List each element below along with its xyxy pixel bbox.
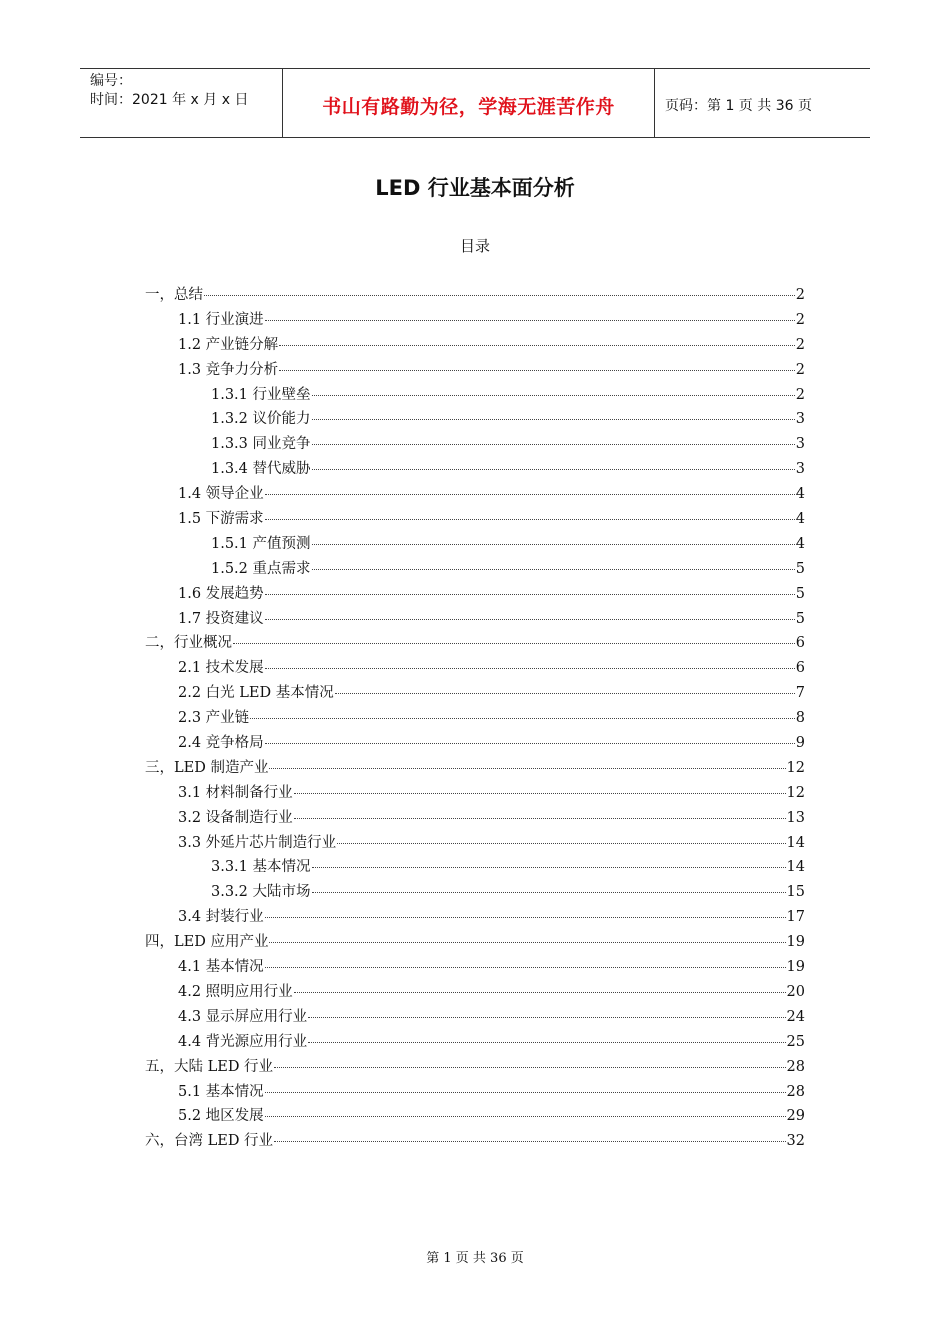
- toc-entry[interactable]: [145, 831, 805, 856]
- toc-entry-page: 6: [795, 635, 805, 652]
- toc-entry-page: 14: [786, 859, 805, 876]
- toc-entry-title: 二，行业概况: [145, 635, 232, 652]
- toc-dot-leader: [312, 469, 795, 470]
- toc-entry-title: 3.3.1 基本情况: [211, 859, 311, 876]
- toc-dot-leader: [265, 917, 786, 918]
- toc-entry[interactable]: [145, 308, 805, 333]
- toc-dot-leader: [274, 1141, 785, 1142]
- toc-dot-leader: [250, 718, 795, 719]
- toc-entry-page: 14: [786, 834, 805, 851]
- toc-dot-leader: [265, 668, 795, 669]
- toc-entry[interactable]: [145, 482, 805, 507]
- toc-dot-leader: [312, 395, 795, 396]
- toc-dot-leader: [269, 768, 785, 769]
- toc-entry-title: 3.3.2 大陆市场: [211, 884, 311, 901]
- toc-dot-leader: [312, 444, 795, 445]
- toc-entry[interactable]: [145, 582, 805, 607]
- toc-entry-title: 1.3 竞争力分析: [178, 361, 279, 378]
- toc-entry-page: 2: [795, 287, 805, 303]
- toc-dot-leader: [265, 519, 795, 520]
- toc-entry[interactable]: [145, 955, 805, 980]
- toc-entry[interactable]: [145, 457, 805, 482]
- toc-entry[interactable]: [145, 283, 805, 308]
- table-of-contents: [145, 283, 805, 1154]
- toc-entry-page: 9: [795, 735, 805, 752]
- toc-dot-leader: [265, 967, 786, 968]
- toc-entry-title: 六，台湾 LED 行业: [145, 1133, 274, 1150]
- toc-entry[interactable]: [145, 806, 805, 831]
- toc-entry-title: 2.4 竞争格局: [178, 735, 264, 752]
- toc-entry[interactable]: [145, 532, 805, 557]
- toc-entry-page: 17: [786, 909, 805, 926]
- toc-entry[interactable]: [145, 1129, 805, 1154]
- toc-entry[interactable]: [145, 731, 805, 756]
- toc-dot-leader: [312, 569, 795, 570]
- toc-dot-leader: [308, 1017, 785, 1018]
- toc-entry[interactable]: [145, 980, 805, 1005]
- toc-entry[interactable]: [145, 631, 805, 656]
- toc-entry-page: 5: [795, 610, 805, 627]
- toc-dot-leader: [265, 1092, 786, 1093]
- toc-entry-title: 5.1 基本情况: [178, 1083, 264, 1100]
- toc-entry-page: 4: [795, 486, 805, 503]
- toc-entry-title: 4.4 背光源应用行业: [178, 1033, 308, 1050]
- toc-entry[interactable]: [145, 333, 805, 358]
- toc-entry-page: 4: [795, 511, 805, 528]
- header-meta: [80, 69, 282, 137]
- page-header: [80, 68, 870, 138]
- page-footer: 第 1 页 共 36 页: [426, 1251, 524, 1266]
- number-label: 编号：: [90, 73, 132, 89]
- toc-dot-leader: [204, 295, 795, 296]
- document-title: LED 行业基本面分析: [375, 176, 575, 200]
- toc-heading: 目录: [459, 237, 490, 255]
- toc-entry-page: 19: [786, 959, 805, 976]
- toc-entry[interactable]: [145, 656, 805, 681]
- toc-entry[interactable]: [145, 358, 805, 383]
- toc-dot-leader: [312, 544, 795, 545]
- toc-entry-title: 三，LED 制造产业: [145, 759, 269, 776]
- toc-entry[interactable]: [145, 855, 805, 880]
- toc-entry[interactable]: [145, 781, 805, 806]
- toc-dot-leader: [269, 942, 785, 943]
- toc-entry-title: 1.7 投资建议: [178, 610, 264, 627]
- toc-entry-page: 28: [786, 1058, 805, 1075]
- toc-entry-title: 四，LED 应用产业: [145, 934, 269, 951]
- toc-entry-page: 12: [786, 784, 805, 801]
- toc-dot-leader: [312, 419, 795, 420]
- toc-entry-title: 3.2 设备制造行业: [178, 809, 293, 826]
- toc-entry[interactable]: [145, 607, 805, 632]
- toc-entry-page: 32: [786, 1133, 805, 1150]
- toc-dot-leader: [308, 1042, 785, 1043]
- toc-entry-title: 2.2 白光 LED 基本情况: [178, 685, 334, 702]
- toc-entry-title: 1.5.1 产值预测: [211, 535, 311, 552]
- toc-dot-leader: [265, 1116, 786, 1117]
- toc-entry-title: 1.3.4 替代威胁: [211, 461, 311, 478]
- toc-dot-leader: [294, 793, 786, 794]
- toc-dot-leader: [294, 818, 786, 819]
- toc-entry-title: 1.4 领导企业: [178, 486, 264, 503]
- toc-dot-leader: [337, 843, 785, 844]
- toc-entry-page: 5: [795, 585, 805, 602]
- toc-entry-title: 五，大陆 LED 行业: [145, 1058, 274, 1075]
- toc-entry[interactable]: [145, 1005, 805, 1030]
- toc-entry-page: 8: [795, 710, 805, 727]
- toc-entry-page: 3: [795, 411, 805, 428]
- toc-dot-leader: [265, 494, 795, 495]
- toc-entry[interactable]: [145, 432, 805, 457]
- toc-dot-leader: [279, 345, 795, 346]
- toc-dot-leader: [265, 743, 795, 744]
- toc-dot-leader: [312, 867, 786, 868]
- toc-entry-title: 1.2 产业链分解: [178, 336, 279, 353]
- toc-entry-title: 2.1 技术发展: [178, 660, 264, 677]
- toc-entry-page: 3: [795, 461, 805, 478]
- toc-entry-page: 28: [786, 1083, 805, 1100]
- toc-entry-page: 6: [795, 660, 805, 677]
- toc-entry-title: 4.3 显示屏应用行业: [178, 1008, 308, 1025]
- toc-entry-title: 一，总结: [145, 287, 203, 303]
- toc-dot-leader: [233, 643, 795, 644]
- toc-entry[interactable]: [145, 706, 805, 731]
- toc-entry[interactable]: [145, 1055, 805, 1080]
- toc-entry[interactable]: [145, 1030, 805, 1055]
- toc-entry[interactable]: [145, 507, 805, 532]
- toc-entry-page: 13: [786, 809, 805, 826]
- header-page-info: 页码：第 1 页 共 36 页: [665, 98, 812, 114]
- toc-entry[interactable]: [145, 407, 805, 432]
- toc-dot-leader: [312, 892, 786, 893]
- toc-entry-title: 4.2 照明应用行业: [178, 983, 293, 1000]
- toc-entry-page: 19: [786, 934, 805, 951]
- toc-entry-page: 29: [786, 1108, 805, 1125]
- toc-entry[interactable]: [145, 1104, 805, 1129]
- toc-entry-title: 1.3.3 同业竞争: [211, 436, 311, 453]
- toc-entry-page: 24: [786, 1008, 805, 1025]
- toc-entry-title: 4.1 基本情况: [178, 959, 264, 976]
- toc-dot-leader: [335, 693, 795, 694]
- toc-entry-page: 2: [795, 336, 805, 353]
- toc-entry[interactable]: [145, 930, 805, 955]
- toc-entry[interactable]: [145, 756, 805, 781]
- toc-entry-title: 3.1 材料制备行业: [178, 784, 293, 801]
- toc-entry-title: 1.3.1 行业壁垒: [211, 386, 311, 403]
- toc-entry-title: 1.1 行业演进: [178, 311, 264, 328]
- toc-entry-page: 20: [786, 983, 805, 1000]
- toc-entry[interactable]: [145, 905, 805, 930]
- toc-entry[interactable]: [145, 383, 805, 408]
- toc-entry-title: 1.3.2 议价能力: [211, 411, 311, 428]
- toc-entry-title: 1.6 发展趋势: [178, 585, 264, 602]
- toc-entry[interactable]: [145, 557, 805, 582]
- toc-entry-title: 5.2 地区发展: [178, 1108, 264, 1125]
- toc-entry-page: 2: [795, 311, 805, 328]
- toc-entry-title: 3.3 外延片芯片制造行业: [178, 834, 337, 851]
- toc-entry[interactable]: [145, 1080, 805, 1105]
- toc-dot-leader: [265, 320, 795, 321]
- toc-entry-page: 25: [786, 1033, 805, 1050]
- toc-entry-page: 4: [795, 535, 805, 552]
- toc-entry-page: 2: [795, 361, 805, 378]
- toc-dot-leader: [274, 1067, 785, 1068]
- toc-entry[interactable]: [145, 681, 805, 706]
- toc-entry-title: 3.4 封装行业: [178, 909, 264, 926]
- toc-entry-title: 1.5.2 重点需求: [211, 560, 311, 577]
- toc-dot-leader: [265, 594, 795, 595]
- toc-entry[interactable]: [145, 880, 805, 905]
- toc-dot-leader: [279, 370, 795, 371]
- toc-entry-page: 7: [795, 685, 805, 702]
- toc-entry-page: 15: [786, 884, 805, 901]
- toc-entry-page: 5: [795, 560, 805, 577]
- toc-dot-leader: [265, 619, 795, 620]
- toc-entry-page: 2: [795, 386, 805, 403]
- toc-entry-title: 1.5 下游需求: [178, 511, 264, 528]
- header-motto: 书山有路勤为径，学海无涯苦作舟: [282, 69, 655, 137]
- toc-entry-title: 2.3 产业链: [178, 710, 250, 727]
- toc-entry-page: 3: [795, 436, 805, 453]
- time-label: 时间：2021 年 x 月 x 日: [90, 92, 249, 108]
- toc-entry-page: 12: [786, 759, 805, 776]
- toc-dot-leader: [294, 992, 786, 993]
